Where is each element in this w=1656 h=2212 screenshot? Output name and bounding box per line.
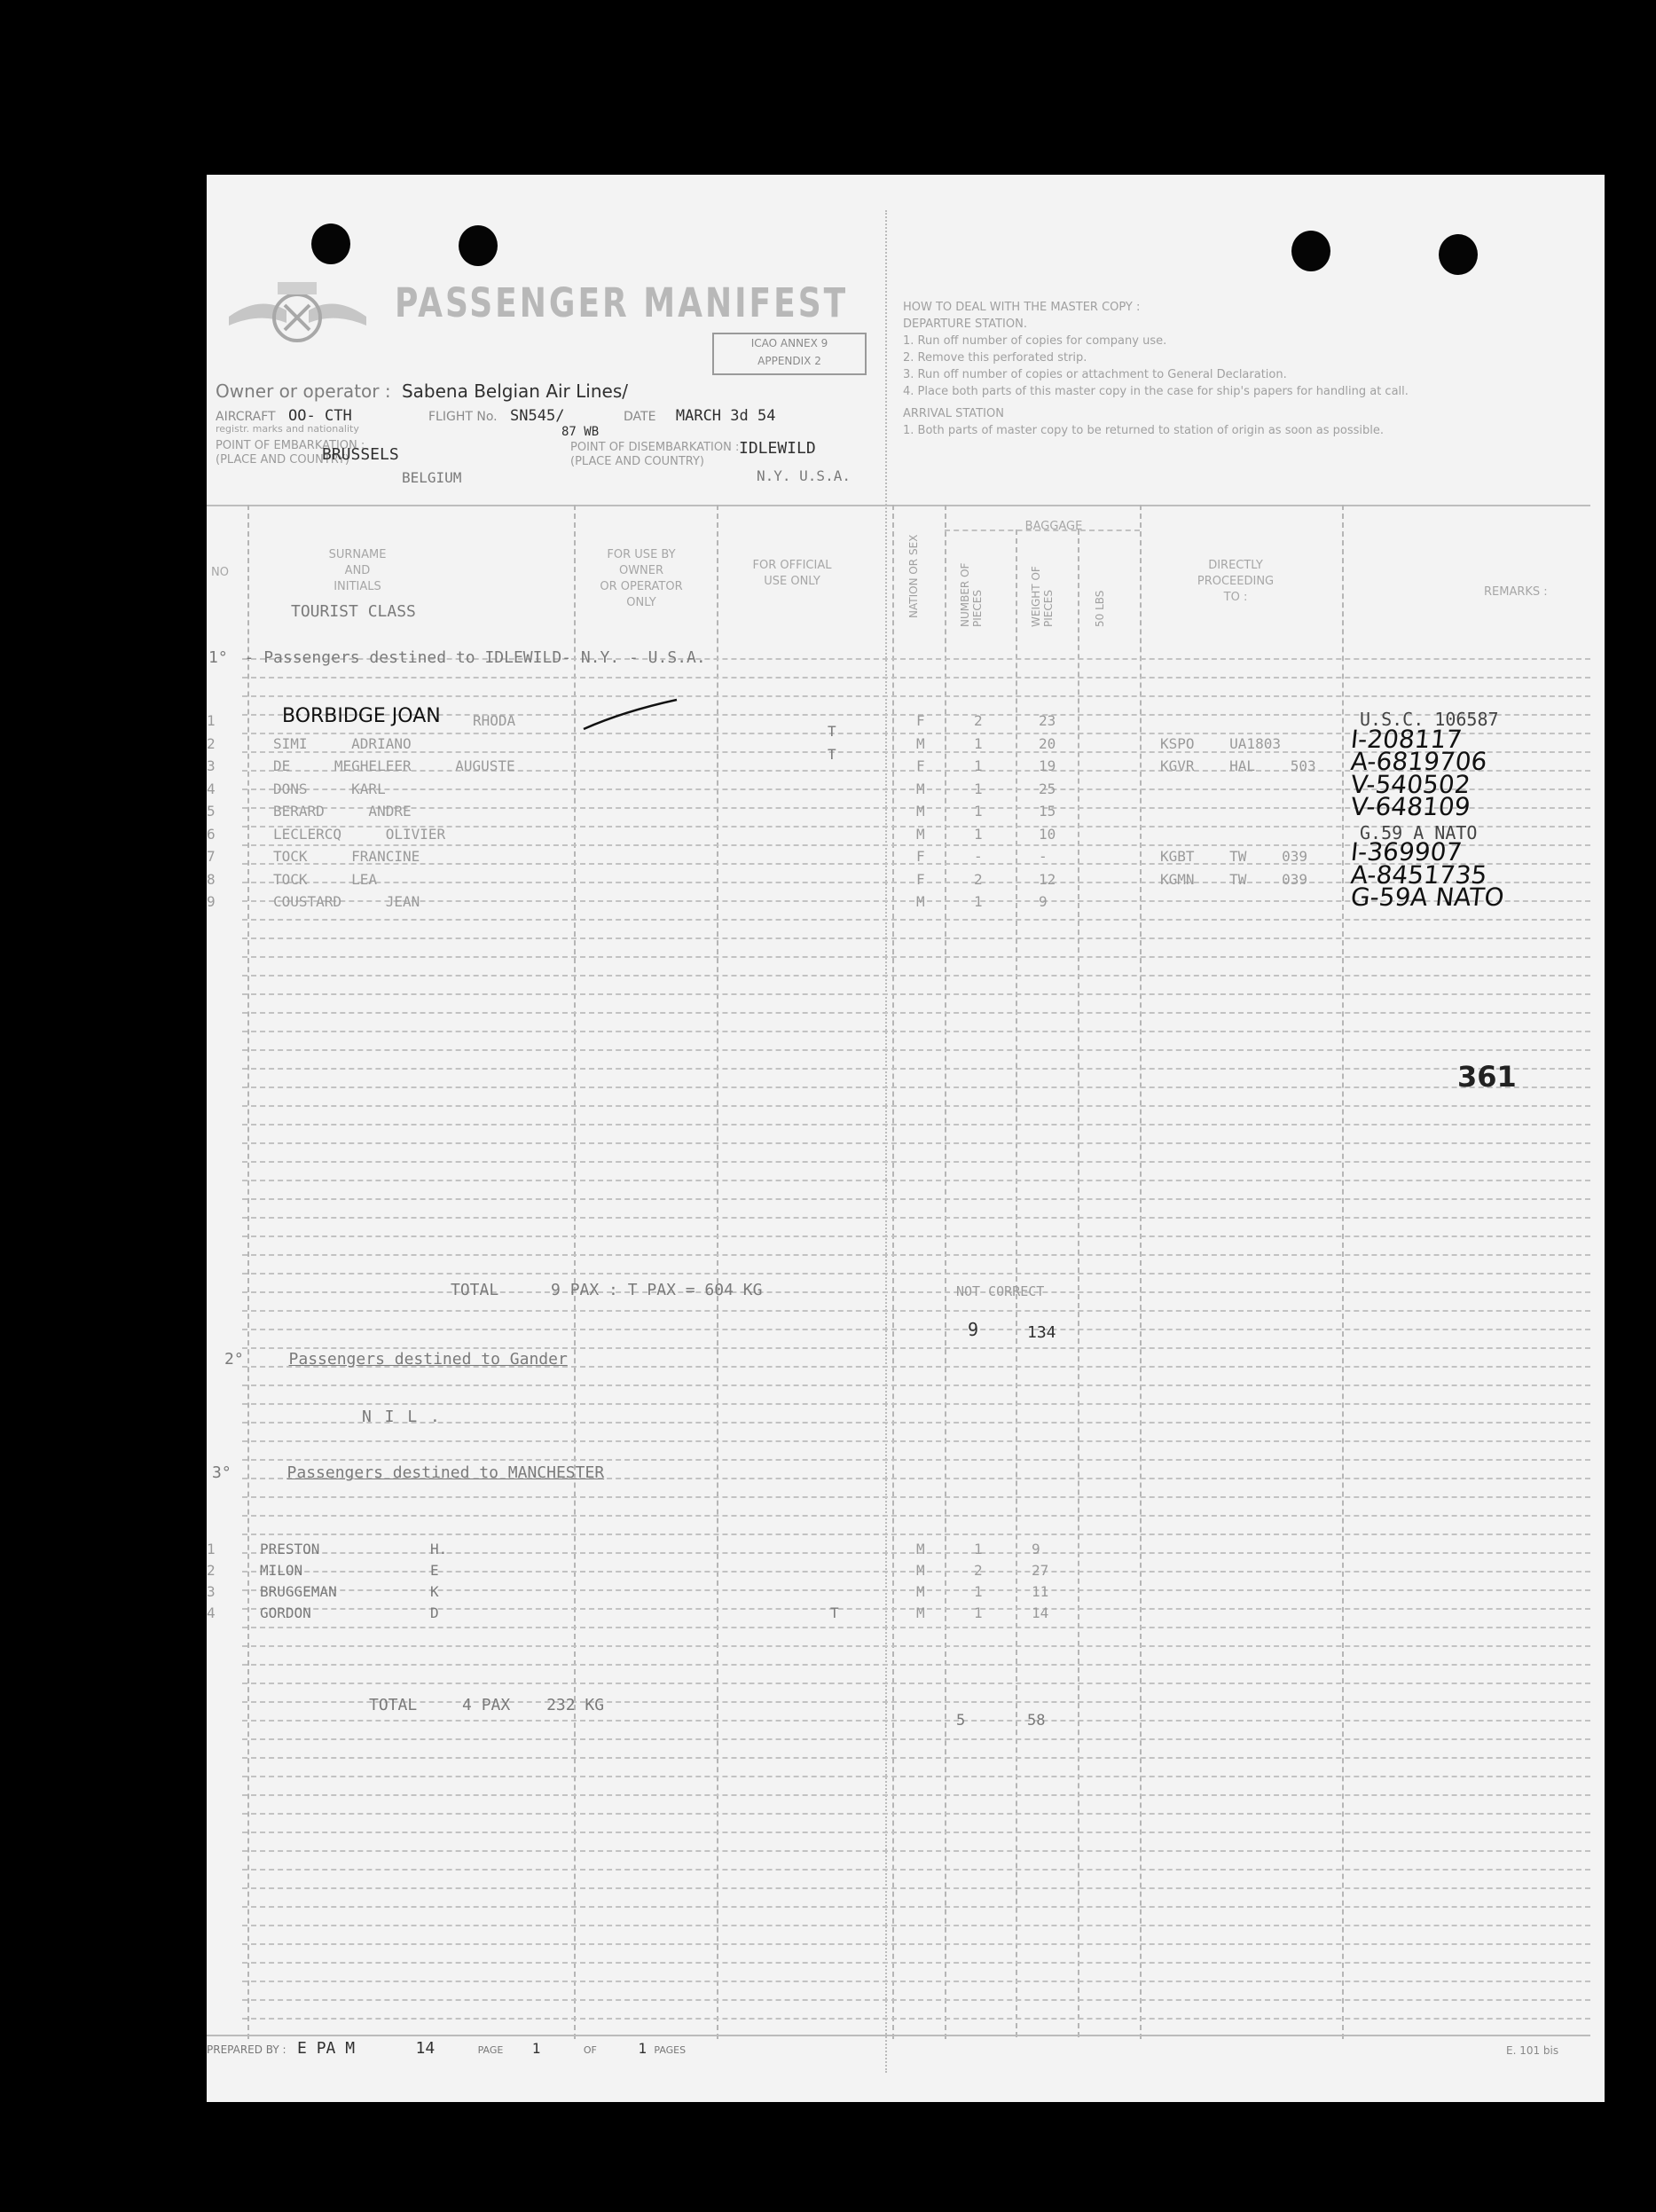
section1-total bbox=[451, 1281, 762, 1299]
passenger-weight: 14 bbox=[1032, 1604, 1049, 1621]
col-official-line2: USE ONLY bbox=[764, 575, 820, 588]
ruled-line bbox=[242, 1031, 1590, 1032]
aircraft-sub: registr. marks and nationality bbox=[216, 423, 359, 435]
passenger-typed: RHODA bbox=[473, 712, 516, 729]
ruled-line bbox=[242, 1720, 1590, 1722]
passenger-sex: F bbox=[916, 848, 925, 865]
passenger-pieces: 2 bbox=[974, 871, 983, 888]
embark-value: BRUSSELS bbox=[322, 445, 399, 464]
owner-value: Sabena Belgian Air Lines/ bbox=[401, 380, 628, 402]
passenger-proceed: KSPO UA1803 bbox=[1160, 735, 1281, 752]
form-code: E. 101 bis bbox=[1506, 2044, 1559, 2057]
disembark-value: IDLEWILD bbox=[739, 439, 816, 458]
passenger-official: T bbox=[830, 1604, 839, 1621]
ruled-line bbox=[242, 1664, 1590, 1666]
passenger-initial: H. bbox=[430, 1541, 448, 1557]
col-owner-line1: FOR USE BY bbox=[607, 548, 676, 561]
passenger-remark: I-369907 bbox=[1349, 837, 1464, 867]
section1-total-value: 9 PAX : T PAX = 604 KG bbox=[551, 1281, 763, 1299]
ruled-line bbox=[242, 1254, 1590, 1256]
passenger-pieces: 1 bbox=[974, 757, 983, 774]
class-label: TOURIST CLASS bbox=[291, 602, 416, 621]
passenger-weight: 10 bbox=[1039, 826, 1056, 843]
section1-total-weight: 134 bbox=[1027, 1323, 1056, 1342]
ruled-line bbox=[242, 1776, 1590, 1777]
passenger-weight: 19 bbox=[1039, 757, 1056, 774]
passenger-pieces: - bbox=[974, 848, 983, 865]
flight-sub: 87 WB bbox=[561, 425, 600, 439]
ruled-line bbox=[242, 1180, 1590, 1181]
passenger-name: SIMI ADRIANO bbox=[273, 735, 412, 752]
col-bag-c-header: 50 LBS bbox=[1094, 590, 1106, 627]
instruction-4: 4. Place both parts of this master copy in the case for ship's papers for handling at call. bbox=[903, 385, 1409, 398]
page-label: PAGE bbox=[477, 2044, 504, 2056]
passenger-initial: D bbox=[430, 1604, 439, 1621]
ruled-line bbox=[242, 1329, 1590, 1330]
passenger-weight: 23 bbox=[1039, 712, 1056, 729]
section2-heading bbox=[224, 1350, 568, 1369]
ruled-line bbox=[242, 975, 1590, 977]
passenger-name: BERARD ANDRE bbox=[273, 803, 412, 820]
passenger-name: BRUGGEMAN bbox=[260, 1583, 337, 1600]
col-divider bbox=[945, 505, 946, 2039]
ruled-line bbox=[242, 1683, 1590, 1684]
col-bag-b-header: WEIGHT OF PIECES bbox=[1030, 566, 1055, 627]
col-surname-line1: SURNAME bbox=[328, 548, 387, 561]
ruled-line bbox=[242, 1422, 1590, 1424]
punch-hole bbox=[459, 225, 498, 266]
passenger-no: 3 bbox=[207, 1583, 216, 1600]
ruled-line bbox=[242, 2018, 1590, 2020]
ruled-line bbox=[242, 1943, 1590, 1945]
section2-label: 2° bbox=[224, 1350, 244, 1369]
ruled-line bbox=[242, 1384, 1590, 1386]
flight-label: FLIGHT No. bbox=[428, 410, 498, 424]
ruled-line bbox=[242, 695, 1590, 697]
ruled-line bbox=[242, 677, 1590, 679]
pages-value: 1 bbox=[638, 2040, 647, 2057]
ruled-line bbox=[242, 1161, 1590, 1163]
passenger-sex: M bbox=[916, 893, 925, 910]
section1-heading-text: - Passengers destined to IDLEWILD- N.Y. - U.S.A. bbox=[244, 648, 706, 667]
passenger-weight: 9 bbox=[1032, 1541, 1040, 1557]
ruled-line bbox=[242, 1645, 1590, 1647]
section3-total-label: TOTAL bbox=[369, 1696, 418, 1714]
passenger-official: T bbox=[828, 723, 836, 740]
col-divider bbox=[1342, 505, 1344, 2039]
embark-label: POINT OF EMBARKATION : bbox=[216, 439, 365, 452]
ruled-line bbox=[242, 1124, 1590, 1126]
ruled-line bbox=[242, 1310, 1590, 1312]
passenger-no: 3 bbox=[207, 757, 216, 774]
passenger-proceed: KGVR HAL 503 bbox=[1160, 757, 1316, 774]
page-value: 1 bbox=[531, 2040, 541, 2057]
passenger-no: 9 bbox=[207, 893, 216, 910]
passenger-remark: V-540502 bbox=[1349, 770, 1472, 799]
footer-prepared bbox=[207, 2039, 686, 2058]
passenger-no: 4 bbox=[207, 1604, 216, 1621]
ruled-line bbox=[242, 1925, 1590, 1926]
icao-annex: ICAO ANNEX 9 bbox=[750, 337, 828, 349]
ruled-line bbox=[242, 1459, 1590, 1461]
passenger-pieces: 2 bbox=[974, 712, 983, 729]
passenger-initial: K bbox=[430, 1583, 439, 1600]
section1-total-extra: NOT CORRECT bbox=[956, 1283, 1045, 1299]
header-top-rule bbox=[207, 505, 1590, 506]
passenger-sex: F bbox=[916, 757, 925, 774]
ruled-line bbox=[242, 1533, 1590, 1535]
aircraft-line bbox=[216, 407, 352, 425]
passenger-pieces: 1 bbox=[974, 1541, 983, 1557]
passenger-remark: U.S.C. 106587 bbox=[1360, 709, 1499, 730]
aircraft-label: AIRCRAFT bbox=[216, 410, 276, 424]
passenger-name: PRESTON bbox=[260, 1541, 320, 1557]
passenger-remark: A-8451735 bbox=[1349, 860, 1489, 890]
embark-sub: (PLACE AND COUNTRY) bbox=[216, 453, 350, 467]
passenger-remark: V-648109 bbox=[1349, 792, 1472, 821]
ruled-line bbox=[242, 1850, 1590, 1852]
passenger-weight: 9 bbox=[1039, 893, 1048, 910]
section3-heading bbox=[212, 1463, 604, 1482]
passenger-remark: G.59 A NATO bbox=[1360, 822, 1478, 843]
section3-total bbox=[369, 1696, 604, 1714]
ruled-line bbox=[242, 956, 1590, 958]
ruled-line bbox=[242, 1347, 1590, 1349]
section1-total-label: TOTAL bbox=[451, 1281, 499, 1299]
instruction-1: 1. Run off number of copies for company use. bbox=[903, 334, 1167, 348]
ruled-line bbox=[242, 1217, 1590, 1219]
ruled-line bbox=[242, 1627, 1590, 1628]
ruled-line bbox=[242, 1981, 1590, 1982]
passenger-sex: F bbox=[916, 712, 925, 729]
passenger-weight: 12 bbox=[1039, 871, 1056, 888]
ruled-line bbox=[242, 1757, 1590, 1759]
passenger-no: 6 bbox=[207, 826, 216, 843]
punch-hole bbox=[1291, 231, 1330, 271]
ruled-line bbox=[242, 1012, 1590, 1014]
col-no-header: NO bbox=[211, 566, 229, 579]
passenger-no: 2 bbox=[207, 1562, 216, 1579]
ruled-line bbox=[242, 1813, 1590, 1815]
passenger-no: 2 bbox=[207, 735, 216, 752]
col-nationality-header: NATION OR SEX bbox=[907, 534, 920, 618]
col-directly-header bbox=[1147, 558, 1324, 606]
section3-total-kg: 232 KG bbox=[546, 1696, 605, 1714]
of-label: OF bbox=[583, 2044, 597, 2056]
passenger-name: GORDON bbox=[260, 1604, 311, 1621]
date-value: MARCH 3d 54 bbox=[675, 407, 776, 425]
section2-nil: N I L . bbox=[362, 1408, 442, 1426]
col-divider bbox=[1078, 529, 1079, 2037]
ruled-line bbox=[242, 1496, 1590, 1498]
ruled-line bbox=[242, 1291, 1590, 1293]
baggage-subrule bbox=[945, 529, 1140, 531]
date-label: DATE bbox=[624, 410, 656, 424]
ruled-line bbox=[242, 1105, 1590, 1107]
ruled-line bbox=[242, 1832, 1590, 1833]
ruled-line bbox=[242, 1999, 1590, 2001]
date-line bbox=[624, 407, 775, 425]
ruled-line bbox=[242, 919, 1590, 921]
passenger-pieces: 1 bbox=[974, 735, 983, 752]
passenger-name: DE MEGHELEER AUGUSTE bbox=[273, 757, 515, 774]
col-divider bbox=[892, 505, 894, 2039]
instruction-arrival-1: 1. Both parts of master copy to be returned to station of origin as soon as possible. bbox=[903, 424, 1384, 437]
passenger-no: 1 bbox=[207, 712, 216, 729]
col-surname-header bbox=[251, 547, 464, 595]
passenger-sex: F bbox=[916, 871, 925, 888]
col-bag-a-header: NUMBER OF PIECES bbox=[959, 562, 984, 627]
col-surname-line3: INITIALS bbox=[334, 580, 381, 593]
perforation-line bbox=[885, 210, 887, 2073]
ruled-line bbox=[242, 1962, 1590, 1964]
instructions-arrival: ARRIVAL STATION bbox=[903, 407, 1004, 420]
section3-total-value: 4 PAX bbox=[462, 1696, 511, 1714]
passenger-no: 5 bbox=[207, 803, 216, 820]
passenger-sex: M bbox=[916, 735, 925, 752]
ruled-line bbox=[242, 1142, 1590, 1144]
aircraft-value: OO- CTH bbox=[288, 407, 352, 425]
col-directly-line2: PROCEEDING bbox=[1197, 575, 1275, 588]
passenger-weight: 27 bbox=[1032, 1562, 1049, 1579]
instruction-2: 2. Remove this perforated strip. bbox=[903, 351, 1087, 365]
passenger-pieces: 1 bbox=[974, 780, 983, 797]
section3-total-pieces: 5 bbox=[956, 1712, 966, 1730]
passenger-pieces: 2 bbox=[974, 1562, 983, 1579]
col-divider bbox=[717, 505, 718, 2039]
disembark-country: N.Y. U.S.A. bbox=[757, 467, 851, 484]
passenger-no: 8 bbox=[207, 871, 216, 888]
instructions-departure: DEPARTURE STATION. bbox=[903, 318, 1027, 331]
passenger-no: 7 bbox=[207, 848, 216, 865]
passenger-initial: E bbox=[430, 1562, 439, 1579]
disembark-sub: (PLACE AND COUNTRY) bbox=[570, 455, 705, 468]
col-directly-line3: TO : bbox=[1223, 591, 1248, 604]
manifest-sheet bbox=[207, 175, 1605, 2102]
passenger-pieces: 1 bbox=[974, 1604, 983, 1621]
instructions-heading: HOW TO DEAL WITH THE MASTER COPY : bbox=[903, 301, 1141, 314]
ruled-line bbox=[242, 1440, 1590, 1442]
passenger-name: TOCK FRANCINE bbox=[273, 848, 420, 865]
passenger-sex: M bbox=[916, 1583, 925, 1600]
footer-rule bbox=[207, 2035, 1590, 2036]
ruled-line bbox=[242, 1235, 1590, 1237]
ruled-line bbox=[242, 1086, 1590, 1088]
col-divider bbox=[1140, 505, 1142, 2039]
passenger-pieces: 1 bbox=[974, 803, 983, 820]
passenger-sex: M bbox=[916, 780, 925, 797]
icao-box bbox=[712, 333, 867, 375]
document-title: PASSENGER MANIFEST bbox=[395, 281, 849, 327]
section2-heading-text: Passengers destined to Gander bbox=[288, 1350, 568, 1369]
ruled-line bbox=[242, 1273, 1590, 1275]
passenger-weight: 15 bbox=[1039, 803, 1056, 820]
col-owner-use-header bbox=[579, 547, 703, 611]
airline-logo-icon bbox=[224, 277, 371, 357]
handwritten-stroke-icon bbox=[579, 698, 686, 733]
col-divider bbox=[574, 505, 576, 2039]
passenger-weight: - bbox=[1039, 848, 1048, 865]
col-remarks-header: REMARKS : bbox=[1484, 585, 1548, 599]
passenger-sex: M bbox=[916, 1562, 925, 1579]
col-divider bbox=[247, 505, 249, 2039]
passenger-name: TOCK LEA bbox=[273, 871, 378, 888]
ruled-line bbox=[242, 993, 1590, 995]
ruled-line bbox=[242, 1515, 1590, 1517]
ruled-line bbox=[242, 1869, 1590, 1871]
owner-line bbox=[216, 380, 628, 402]
ruled-line bbox=[242, 1738, 1590, 1740]
passenger-proceed: KGBT TW 039 bbox=[1160, 848, 1307, 865]
punch-hole bbox=[1439, 234, 1478, 275]
passenger-weight: 25 bbox=[1039, 780, 1056, 797]
col-owner-line2: OWNER bbox=[618, 564, 664, 577]
section1-heading bbox=[208, 648, 706, 667]
passenger-pieces: 1 bbox=[974, 826, 983, 843]
col-official-use-header bbox=[726, 558, 859, 590]
punch-hole bbox=[311, 224, 350, 264]
embark-country: BELGIUM bbox=[402, 469, 462, 486]
owner-label: Owner or operator : bbox=[216, 380, 391, 402]
section3-total-weight: 58 bbox=[1027, 1712, 1046, 1730]
passenger-remark: G-59A NATO bbox=[1349, 882, 1506, 912]
passenger-remark: A-6819706 bbox=[1349, 747, 1489, 776]
passenger-weight: 11 bbox=[1032, 1583, 1049, 1600]
ruled-line bbox=[242, 1049, 1590, 1051]
section3-heading-text: Passengers destined to MANCHESTER bbox=[286, 1463, 605, 1482]
ruled-line bbox=[242, 1906, 1590, 1908]
prepared-label: PREPARED BY : bbox=[207, 2043, 286, 2056]
passenger-sex: M bbox=[916, 803, 925, 820]
disembark-label: POINT OF DISEMBARKATION : bbox=[570, 441, 740, 454]
instruction-3: 3. Run off number of copies or attachment to General Declaration. bbox=[903, 368, 1287, 381]
section1-total-pieces: 9 bbox=[968, 1319, 979, 1340]
prepared-num: 14 bbox=[415, 2039, 436, 2058]
col-owner-line3: OR OPERATOR bbox=[600, 580, 683, 593]
passenger-sex: M bbox=[916, 1604, 925, 1621]
passenger-pieces: 1 bbox=[974, 893, 983, 910]
icao-appendix: APPENDIX 2 bbox=[757, 355, 821, 367]
ruled-line bbox=[242, 1794, 1590, 1796]
ruled-line bbox=[242, 1887, 1590, 1889]
passenger-weight: 20 bbox=[1039, 735, 1056, 752]
col-directly-line1: DIRECTLY bbox=[1208, 559, 1263, 572]
passenger-sex: M bbox=[916, 1541, 925, 1557]
ruled-line bbox=[242, 1403, 1590, 1405]
ruled-line bbox=[242, 1198, 1590, 1200]
instructions-block bbox=[903, 299, 1471, 439]
col-official-line1: FOR OFFICIAL bbox=[752, 559, 832, 572]
passenger-name: MILON bbox=[260, 1562, 303, 1579]
passenger-name: LECLERCQ OLIVIER bbox=[273, 826, 446, 843]
flight-value: SN545/ bbox=[510, 407, 565, 425]
passenger-proceed: KGMN TW 039 bbox=[1160, 871, 1307, 888]
passenger-remark: I-208117 bbox=[1349, 725, 1464, 754]
handwritten-page-number: 361 bbox=[1457, 1060, 1517, 1094]
passenger-name: BORBIDGE JOAN bbox=[282, 705, 441, 727]
passenger-name: COUSTARD JEAN bbox=[273, 893, 420, 910]
prepared-value: E PA M bbox=[297, 2039, 356, 2058]
col-surname-line2: AND bbox=[344, 564, 371, 577]
section3-label: 3° bbox=[212, 1463, 232, 1482]
passenger-no: 1 bbox=[207, 1541, 216, 1557]
col-baggage-header: BAGGAGE bbox=[1024, 520, 1083, 533]
pages-label: PAGES bbox=[654, 2044, 687, 2056]
passenger-official: T bbox=[828, 746, 836, 763]
passenger-name: DONS KARL bbox=[273, 780, 386, 797]
ruled-line bbox=[242, 1068, 1590, 1070]
section1-label: 1° bbox=[208, 648, 228, 667]
col-owner-line4: ONLY bbox=[626, 596, 656, 609]
flight-line bbox=[428, 407, 564, 425]
passenger-sex: M bbox=[916, 826, 925, 843]
passenger-pieces: 1 bbox=[974, 1583, 983, 1600]
ruled-line bbox=[242, 937, 1590, 939]
passenger-no: 4 bbox=[207, 780, 216, 797]
